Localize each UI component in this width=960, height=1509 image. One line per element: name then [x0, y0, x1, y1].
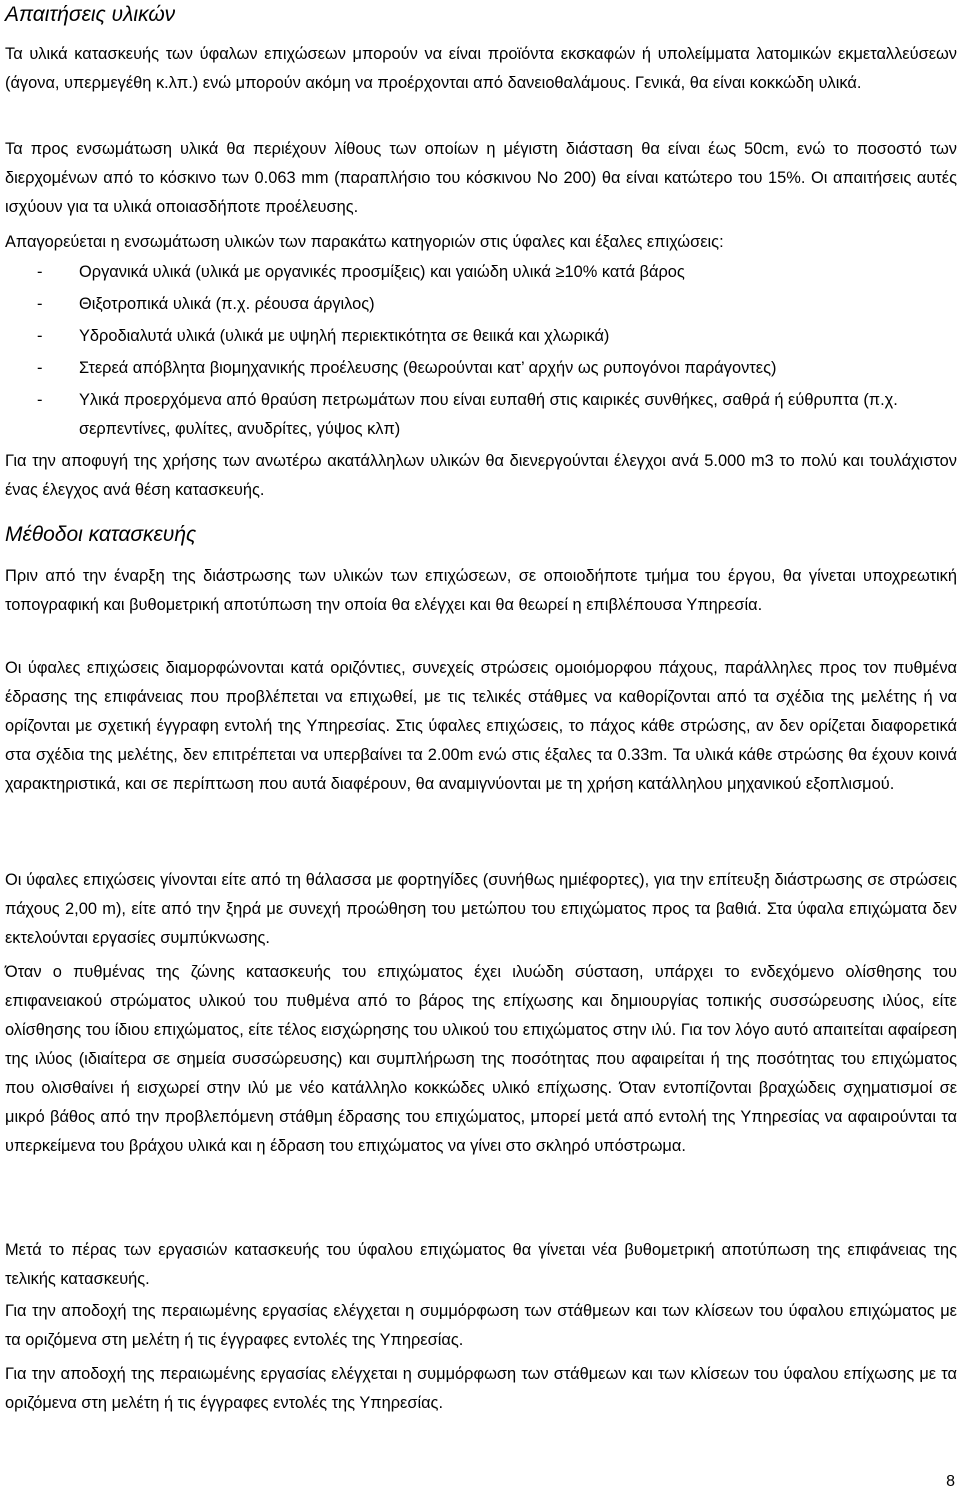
section-title-material-requirements: Απαιτήσεις υλικών: [5, 3, 176, 26]
section-title-construction-methods: Μέθοδοι κατασκευής: [5, 523, 197, 546]
list-item: - Στερεά απόβλητα βιομηχανικής προέλευσης (θεωρούνται κατ’ αρχήν ως ρυπογόνοι παράγοντες): [5, 354, 957, 383]
list-dash: -: [37, 359, 43, 377]
paragraph-acceptance-1: Για την αποδοχή της περαιωμένης εργασίας ελέγχεται η συμμόρφωση των στάθμεων και των κλίσεων του ύφαλου επιχώματος με τα οριζόμενα στη μελέτη ή τις έγγραφες εντολές της Υπηρεσίας.: [5, 1302, 957, 1349]
prohibited-materials-list: [5, 258, 957, 447]
paragraph-survey: Πριν από την έναρξη της διάστρωσης των υλικών των επιχώσεων, σε οποιοδήποτε τμήμα του έργου, θα γίνεται υποχρεωτική τοπογραφική και βυθομετρική αποτύπωση την οποία θα ελέγχει και θα θεωρεί η επιβλέπουσα Υπηρεσία.: [5, 567, 957, 614]
paragraph-prohibited-intro: Απαγορεύεται η ενσωμάτωση υλικών των παρακάτω κατηγοριών στις ύφαλες και έξαλες επιχώσεις:: [5, 233, 724, 251]
list-dash: -: [37, 327, 43, 345]
paragraph-layers: Οι ύφαλες επιχώσεις διαμορφώνονται κατά οριζόντιες, συνεχείς στρώσεις ομοιόμορφου πάχους, παράλληλες προς τον πυθμένα έδρασης της επιφάνειας που προβλέπεται να επιχωθεί, με τις τελικές στάθμες να καθορίζονται από τα σχέδια της μελέτης ή να ορίζονται με σχετική έγγραφη εντολή της Υπηρεσίας. Στις ύφαλες επιχώσεις, το πάχος κάθε στρώσης, αν δεν ορίζεται διαφορετικά στα σχέδια της μελέτης, δεν επιτρέπεται να υπερβαίνει τα 2.00m ενώ στις έξαλες τα 0.33m. Τα υλικά κάθε στρώσης θα έχουν κοινά χαρακτηριστικά, και σε περίπτωση που αυτά διαφέρουν, θα αναμιγνύονται με τη χρήση κατάλληλου μηχανικού εξοπλισμού.: [5, 659, 957, 793]
page-number: 8: [946, 1473, 955, 1490]
list-item: - Υδροδιαλυτά υλικά (υλικά με υψηλή περιεκτικότητα σε θειικά και χλωρικά): [5, 322, 957, 351]
paragraph-final-survey: Μετά το πέρας των εργασιών κατασκευής του ύφαλου επιχώματος θα γίνεται νέα βυθομετρική αποτύπωση της επιφάνειας της τελικής κατασκευής.: [5, 1241, 957, 1288]
paragraph-placement: Οι ύφαλες επιχώσεις γίνονται είτε από τη θάλασσα με φορτηγίδες (συνήθως ημιέφορτες), για την επίτευξη διάστρωσης σε στρώσεις πάχους 2,00 m), είτε από την ξηρά με συνεχή προώθηση του μετώπου του επιχώματος προς τα βαθιά. Στα ύφαλα επιχώματα δεν εκτελούνται εργασίες συμπύκνωσης.: [5, 871, 957, 947]
list-item: - Θιξοτροπικά υλικά (π.χ. ρέουσα άργιλος): [5, 290, 957, 319]
list-dash: -: [37, 295, 43, 313]
paragraph-materials-origin: Τα υλικά κατασκευής των ύφαλων επιχώσεων μπορούν να είναι προϊόντα εκσκαφών ή υπολείμματα λατομικών εκμεταλλεύσεων (άγονα, υπερμεγέθη κ.λπ.) ενώ μπορούν ακόμη να προέρχονται από δανειοθαλάμους. Γενικά, θα είναι κοκκώδη υλικά.: [5, 45, 957, 92]
list-dash: -: [37, 391, 43, 409]
paragraph-acceptance-2: Για την αποδοχή της περαιωμένης εργασίας ελέγχεται η συμμόρφωση των στάθμεων και των κλίσεων του ύφαλου επίχωσης με τα οριζόμενα στη μελέτη ή τις έγγραφες εντολές της Υπηρεσίας.: [5, 1365, 957, 1412]
list-item: - Οργανικά υλικά (υλικά με οργανικές προσμίξεις) και γαιώδη υλικά ≥10% κατά βάρος: [5, 258, 957, 287]
list-item: - Υλικά προερχόμενα από θραύση πετρωμάτων που είναι ευπαθή στις καιρικές συνθήκες, σαθρά ή εύθρυπτα (π.χ. σερπεντίνες, φυλίτες, ανυδρίτες, γύψος κλπ): [5, 386, 957, 444]
list-dash: -: [37, 263, 43, 281]
paragraph-silt: Όταν ο πυθμένας της ζώνης κατασκευής του επιχώματος έχει ιλυώδη σύσταση, υπάρχει το ενδεχόμενο ολίσθησης του επιφανειακού στρώματος υλικού του πυθμένα από το βάρος της επίχωσης και δημιουργίας τοπικής συσσώρευσης ιλύος, είτε ολίσθησης του ίδιου επιχώματος, είτε τέλος εισχώρησης του υλικού του επιχώματος στην ιλύ. Για τον λόγο αυτό απαιτείται αφαίρεση της ιλύος (ιδιαίτερα σε σημεία συσσώρευσης) και συμπλήρωση της ποσότητας που αφαιρείται ή της ποσότητας του επιχώματος που ολισθαίνει ή εισχωρεί στην ιλύ με νέο κατάλληλο κοκκώδες υλικό επίχωσης. Όταν εντοπίζονται βραχώδεις σχηματισμοί σε μικρό βάθος από την προβλεπόμενη στάθμη έδρασης του επιχώματος, μπορεί μετά από εντολή της Υπηρεσίας να αφαιρούνται τα υπερκείμενα του βράχου υλικά και η έδραση του επιχώματος να γίνει στο σκληρό υπόστρωμα.: [5, 963, 957, 1155]
paragraph-stone-size: Τα προς ενσωμάτωση υλικά θα περιέχουν λίθους των οποίων η μέγιστη διάσταση θα είναι έως 50cm, ενώ το ποσοστό των διερχομένων από το κόσκινο των 0.063 mm (παραπλήσιο του κόσκινου Νο 200) θα είναι κατώτερο του 15%. Οι απαιτήσεις αυτές ισχύουν για τα υλικά οποιασδήποτε προέλευσης.: [5, 140, 957, 216]
paragraph-inspection-frequency: Για την αποφυγή της χρήσης των ανωτέρω ακατάλληλων υλικών θα διενεργούνται έλεγχοι ανά 5.000 m3 το πολύ και τουλάχιστον ένας έλεγχος ανά θέση κατασκευής.: [5, 452, 957, 499]
